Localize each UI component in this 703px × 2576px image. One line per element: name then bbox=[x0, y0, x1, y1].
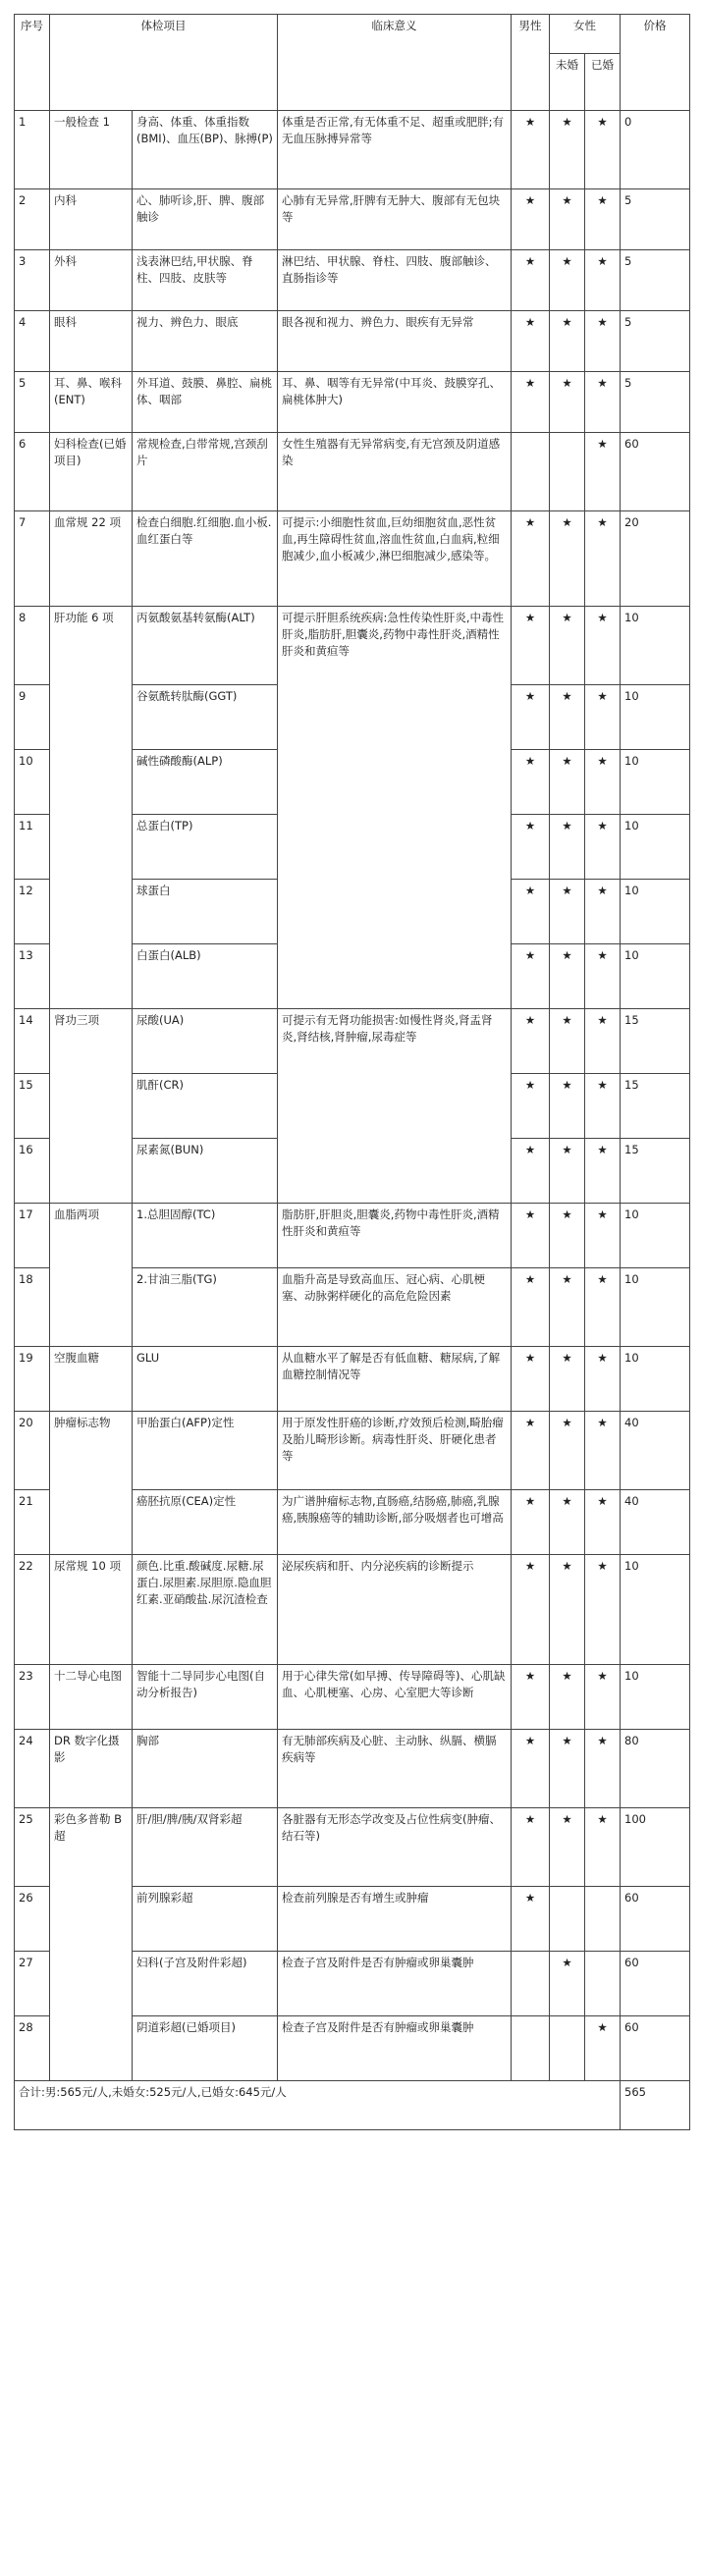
star-male: ★ bbox=[512, 1347, 550, 1412]
row-price: 10 bbox=[621, 1268, 690, 1347]
table-row bbox=[15, 1730, 690, 1808]
row-price: 10 bbox=[621, 607, 690, 685]
star-male: ★ bbox=[512, 1139, 550, 1204]
star-unmarried: ★ bbox=[550, 1730, 585, 1808]
row-item: 谷氨酰转肽酶(GGT) bbox=[133, 685, 278, 750]
star-married: ★ bbox=[585, 607, 621, 685]
table-row bbox=[15, 1665, 690, 1730]
star-male: ★ bbox=[512, 1887, 550, 1952]
star-married bbox=[585, 1887, 621, 1952]
header-price: 价格 bbox=[621, 15, 690, 111]
row-number: 22 bbox=[15, 1555, 50, 1665]
table-row bbox=[15, 189, 690, 250]
row-price: 0 bbox=[621, 111, 690, 189]
star-male: ★ bbox=[512, 511, 550, 607]
header-married: 已婚 bbox=[585, 54, 621, 111]
star-male: ★ bbox=[512, 607, 550, 685]
row-number: 13 bbox=[15, 944, 50, 1009]
star-unmarried bbox=[550, 433, 585, 511]
row-category: 一般检查 1 bbox=[50, 111, 133, 189]
checkup-rows bbox=[15, 111, 690, 2081]
star-male bbox=[512, 2016, 550, 2081]
row-item: 尿酸(UA) bbox=[133, 1009, 278, 1074]
star-male bbox=[512, 433, 550, 511]
row-price: 80 bbox=[621, 1730, 690, 1808]
star-male: ★ bbox=[512, 1204, 550, 1268]
row-meaning: 血脂升高是导致高血压、冠心病、心肌梗塞、动脉粥样硬化的高危危险因素 bbox=[278, 1268, 512, 1347]
star-unmarried: ★ bbox=[550, 189, 585, 250]
star-unmarried: ★ bbox=[550, 250, 585, 311]
row-item: 2.甘油三脂(TG) bbox=[133, 1268, 278, 1347]
table-row bbox=[15, 372, 690, 433]
star-male: ★ bbox=[512, 1555, 550, 1665]
star-unmarried: ★ bbox=[550, 607, 585, 685]
row-price: 10 bbox=[621, 944, 690, 1009]
row-price: 60 bbox=[621, 1887, 690, 1952]
row-meaning: 可提示:小细胞性贫血,巨幼细胞贫血,恶性贫血,再生障碍性贫血,溶血性贫血,白血病,粒细胞减少,血小板减少,淋巴细胞减少,感染等。 bbox=[278, 511, 512, 607]
star-married: ★ bbox=[585, 189, 621, 250]
row-price: 15 bbox=[621, 1074, 690, 1139]
star-unmarried: ★ bbox=[550, 511, 585, 607]
row-number: 16 bbox=[15, 1139, 50, 1204]
star-married: ★ bbox=[585, 250, 621, 311]
star-unmarried: ★ bbox=[550, 1009, 585, 1074]
row-price: 60 bbox=[621, 433, 690, 511]
row-price: 60 bbox=[621, 2016, 690, 2081]
table-row bbox=[15, 1412, 690, 1490]
row-price: 60 bbox=[621, 1952, 690, 2016]
row-number: 11 bbox=[15, 815, 50, 880]
row-category: 血常规 22 项 bbox=[50, 511, 133, 607]
row-meaning: 为广谱肿瘤标志物,直肠癌,结肠癌,肺癌,乳腺癌,胰腺癌等的辅助诊断,部分吸烟者也可增高 bbox=[278, 1490, 512, 1555]
star-married: ★ bbox=[585, 1347, 621, 1412]
row-price: 5 bbox=[621, 311, 690, 372]
row-item: 妇科(子宫及附件彩超) bbox=[133, 1952, 278, 2016]
header-male: 男性 bbox=[512, 15, 550, 111]
row-number: 10 bbox=[15, 750, 50, 815]
row-price: 15 bbox=[621, 1139, 690, 1204]
row-price: 5 bbox=[621, 189, 690, 250]
star-male: ★ bbox=[512, 815, 550, 880]
row-meaning: 体重是否正常,有无体重不足、超重或肥胖;有无血压脉搏异常等 bbox=[278, 111, 512, 189]
row-item: 癌胚抗原(CEA)定性 bbox=[133, 1490, 278, 1555]
total-text: 合计:男:565元/人,未婚女:525元/人,已婚女:645元/人 bbox=[15, 2081, 621, 2130]
row-meaning: 可提示肝胆系统疾病:急性传染性肝炎,中毒性肝炎,脂肪肝,胆囊炎,药物中毒性肝炎,酒精性肝炎和黄疸等 bbox=[278, 607, 512, 1009]
row-price: 10 bbox=[621, 685, 690, 750]
row-category: 空腹血糖 bbox=[50, 1347, 133, 1412]
header-item: 体检项目 bbox=[50, 15, 278, 111]
row-item: 智能十二导同步心电图(自动分析报告) bbox=[133, 1665, 278, 1730]
row-meaning: 有无肺部疾病及心脏、主动脉、纵膈、横膈疾病等 bbox=[278, 1730, 512, 1808]
row-number: 7 bbox=[15, 511, 50, 607]
table-row bbox=[15, 311, 690, 372]
row-category: 肿瘤标志物 bbox=[50, 1412, 133, 1555]
row-meaning: 脂肪肝,肝胆炎,胆囊炎,药物中毒性肝炎,酒精性肝炎和黄疸等 bbox=[278, 1204, 512, 1268]
star-married: ★ bbox=[585, 1555, 621, 1665]
star-male: ★ bbox=[512, 250, 550, 311]
row-item: 视力、辨色力、眼底 bbox=[133, 311, 278, 372]
star-male: ★ bbox=[512, 1268, 550, 1347]
star-married: ★ bbox=[585, 1665, 621, 1730]
star-unmarried: ★ bbox=[550, 111, 585, 189]
star-male: ★ bbox=[512, 685, 550, 750]
row-number: 27 bbox=[15, 1952, 50, 2016]
row-number: 26 bbox=[15, 1887, 50, 1952]
star-male: ★ bbox=[512, 1730, 550, 1808]
row-item: 胸部 bbox=[133, 1730, 278, 1808]
star-unmarried: ★ bbox=[550, 372, 585, 433]
row-item: 身高、体重、体重指数(BMI)、血压(BP)、脉搏(P) bbox=[133, 111, 278, 189]
row-price: 40 bbox=[621, 1412, 690, 1490]
row-price: 10 bbox=[621, 1204, 690, 1268]
row-category: 尿常规 10 项 bbox=[50, 1555, 133, 1665]
row-item: 检查白细胞.红细胞.血小板.血红蛋白等 bbox=[133, 511, 278, 607]
row-price: 10 bbox=[621, 1347, 690, 1412]
row-meaning: 眼各视和视力、辨色力、眼疾有无异常 bbox=[278, 311, 512, 372]
row-item: 常规检查,白带常规,宫颈刮片 bbox=[133, 433, 278, 511]
star-male: ★ bbox=[512, 311, 550, 372]
star-unmarried: ★ bbox=[550, 1347, 585, 1412]
row-price: 10 bbox=[621, 750, 690, 815]
star-male: ★ bbox=[512, 1665, 550, 1730]
row-number: 3 bbox=[15, 250, 50, 311]
table-row bbox=[15, 1009, 690, 1074]
row-number: 8 bbox=[15, 607, 50, 685]
row-item: 尿素氮(BUN) bbox=[133, 1139, 278, 1204]
row-meaning: 泌尿疾病和肝、内分泌疾病的诊断提示 bbox=[278, 1555, 512, 1665]
star-married: ★ bbox=[585, 111, 621, 189]
star-male: ★ bbox=[512, 189, 550, 250]
star-unmarried: ★ bbox=[550, 1555, 585, 1665]
row-meaning: 用于心律失常(如早搏、传导障碍等)、心肌缺血、心肌梗塞、心房、心室肥大等诊断 bbox=[278, 1665, 512, 1730]
row-meaning: 心肺有无异常,肝脾有无肿大、腹部有无包块等 bbox=[278, 189, 512, 250]
total-price: 565 bbox=[621, 2081, 690, 2130]
star-married: ★ bbox=[585, 685, 621, 750]
star-unmarried: ★ bbox=[550, 1074, 585, 1139]
row-number: 15 bbox=[15, 1074, 50, 1139]
row-price: 5 bbox=[621, 250, 690, 311]
row-price: 10 bbox=[621, 880, 690, 944]
row-number: 19 bbox=[15, 1347, 50, 1412]
star-unmarried: ★ bbox=[550, 1139, 585, 1204]
checkup-table bbox=[14, 14, 690, 2130]
row-category: 十二导心电图 bbox=[50, 1665, 133, 1730]
row-price: 40 bbox=[621, 1490, 690, 1555]
row-item: 碱性磷酸酶(ALP) bbox=[133, 750, 278, 815]
star-married: ★ bbox=[585, 1268, 621, 1347]
row-meaning: 淋巴结、甲状腺、脊柱、四肢、腹部触诊、直肠指诊等 bbox=[278, 250, 512, 311]
row-number: 18 bbox=[15, 1268, 50, 1347]
table-row bbox=[15, 1204, 690, 1268]
table-row bbox=[15, 607, 690, 685]
star-married: ★ bbox=[585, 1808, 621, 1887]
row-meaning: 各脏器有无形态学改变及占位性病变(肿瘤、结石等) bbox=[278, 1808, 512, 1887]
star-unmarried: ★ bbox=[550, 1490, 585, 1555]
row-item: 外耳道、鼓膜、鼻腔、扁桃体、咽部 bbox=[133, 372, 278, 433]
star-unmarried: ★ bbox=[550, 1204, 585, 1268]
row-category: 彩色多普勒 B 超 bbox=[50, 1808, 133, 2081]
star-married: ★ bbox=[585, 1412, 621, 1490]
star-male bbox=[512, 1952, 550, 2016]
row-category: 眼科 bbox=[50, 311, 133, 372]
star-unmarried: ★ bbox=[550, 1412, 585, 1490]
row-item: 浅表淋巴结,甲状腺、脊柱、四肢、皮肤等 bbox=[133, 250, 278, 311]
star-male: ★ bbox=[512, 111, 550, 189]
star-married: ★ bbox=[585, 944, 621, 1009]
row-number: 21 bbox=[15, 1490, 50, 1555]
row-category: DR 数字化摄影 bbox=[50, 1730, 133, 1808]
row-meaning: 女性生殖器有无异常病变,有无宫颈及阴道感染 bbox=[278, 433, 512, 511]
row-number: 1 bbox=[15, 111, 50, 189]
star-married: ★ bbox=[585, 880, 621, 944]
row-number: 17 bbox=[15, 1204, 50, 1268]
row-category: 外科 bbox=[50, 250, 133, 311]
row-meaning: 检查子宫及附件是否有肿瘤或卵巢囊肿 bbox=[278, 2016, 512, 2081]
table-row bbox=[15, 511, 690, 607]
row-item: 白蛋白(ALB) bbox=[133, 944, 278, 1009]
star-male: ★ bbox=[512, 880, 550, 944]
row-price: 10 bbox=[621, 1555, 690, 1665]
star-male: ★ bbox=[512, 750, 550, 815]
row-item: 心、肺听诊,肝、脾、腹部触诊 bbox=[133, 189, 278, 250]
row-number: 25 bbox=[15, 1808, 50, 1887]
row-price: 5 bbox=[621, 372, 690, 433]
star-married: ★ bbox=[585, 1730, 621, 1808]
star-married: ★ bbox=[585, 750, 621, 815]
star-unmarried bbox=[550, 2016, 585, 2081]
star-married: ★ bbox=[585, 1074, 621, 1139]
row-category: 肝功能 6 项 bbox=[50, 607, 133, 1009]
row-category: 血脂两项 bbox=[50, 1204, 133, 1347]
star-unmarried: ★ bbox=[550, 685, 585, 750]
header-female: 女性 bbox=[550, 15, 621, 54]
star-male: ★ bbox=[512, 1074, 550, 1139]
row-number: 23 bbox=[15, 1665, 50, 1730]
row-meaning: 检查前列腺是否有增生或肿瘤 bbox=[278, 1887, 512, 1952]
star-male: ★ bbox=[512, 944, 550, 1009]
row-price: 20 bbox=[621, 511, 690, 607]
header-meaning: 临床意义 bbox=[278, 15, 512, 111]
star-unmarried: ★ bbox=[550, 944, 585, 1009]
row-number: 6 bbox=[15, 433, 50, 511]
star-married: ★ bbox=[585, 511, 621, 607]
row-meaning: 从血糖水平了解是否有低血糖、糖尿病,了解血糖控制情况等 bbox=[278, 1347, 512, 1412]
table-row bbox=[15, 1808, 690, 1887]
row-item: 总蛋白(TP) bbox=[133, 815, 278, 880]
row-meaning: 检查子宫及附件是否有肿瘤或卵巢囊肿 bbox=[278, 1952, 512, 2016]
header-no: 序号 bbox=[15, 15, 50, 111]
star-unmarried: ★ bbox=[550, 880, 585, 944]
table-row bbox=[15, 250, 690, 311]
star-unmarried: ★ bbox=[550, 815, 585, 880]
star-unmarried: ★ bbox=[550, 1268, 585, 1347]
row-item: 球蛋白 bbox=[133, 880, 278, 944]
star-married: ★ bbox=[585, 1204, 621, 1268]
star-male: ★ bbox=[512, 1412, 550, 1490]
table-row bbox=[15, 1555, 690, 1665]
row-number: 5 bbox=[15, 372, 50, 433]
table-row bbox=[15, 1347, 690, 1412]
row-category: 耳、鼻、喉科(ENT) bbox=[50, 372, 133, 433]
row-number: 20 bbox=[15, 1412, 50, 1490]
row-item: 阴道彩超(已婚项目) bbox=[133, 2016, 278, 2081]
star-male: ★ bbox=[512, 1808, 550, 1887]
star-married: ★ bbox=[585, 1009, 621, 1074]
row-number: 28 bbox=[15, 2016, 50, 2081]
star-married: ★ bbox=[585, 433, 621, 511]
star-unmarried: ★ bbox=[550, 750, 585, 815]
star-male: ★ bbox=[512, 1009, 550, 1074]
star-married: ★ bbox=[585, 2016, 621, 2081]
row-category: 内科 bbox=[50, 189, 133, 250]
star-unmarried: ★ bbox=[550, 1952, 585, 2016]
row-item: 肌酐(CR) bbox=[133, 1074, 278, 1139]
star-married: ★ bbox=[585, 372, 621, 433]
star-unmarried bbox=[550, 1887, 585, 1952]
table-row bbox=[15, 111, 690, 189]
star-unmarried: ★ bbox=[550, 1665, 585, 1730]
header-unmarried: 未婚 bbox=[550, 54, 585, 111]
row-number: 4 bbox=[15, 311, 50, 372]
star-married: ★ bbox=[585, 1490, 621, 1555]
star-married: ★ bbox=[585, 815, 621, 880]
row-number: 9 bbox=[15, 685, 50, 750]
row-item: 1.总胆固醇(TC) bbox=[133, 1204, 278, 1268]
star-married: ★ bbox=[585, 311, 621, 372]
row-price: 15 bbox=[621, 1009, 690, 1074]
star-male: ★ bbox=[512, 1490, 550, 1555]
row-number: 12 bbox=[15, 880, 50, 944]
table-row bbox=[15, 433, 690, 511]
row-price: 10 bbox=[621, 815, 690, 880]
row-meaning: 可提示有无肾功能损害:如慢性肾炎,肾盂肾炎,肾结核,肾肿瘤,尿毒症等 bbox=[278, 1009, 512, 1204]
row-item: 肝/胆/脾/胰/双肾彩超 bbox=[133, 1808, 278, 1887]
row-number: 24 bbox=[15, 1730, 50, 1808]
row-item: GLU bbox=[133, 1347, 278, 1412]
row-price: 100 bbox=[621, 1808, 690, 1887]
row-category: 妇科检查(已婚项目) bbox=[50, 433, 133, 511]
row-number: 2 bbox=[15, 189, 50, 250]
star-married: ★ bbox=[585, 1139, 621, 1204]
star-unmarried: ★ bbox=[550, 1808, 585, 1887]
star-male: ★ bbox=[512, 372, 550, 433]
row-price: 10 bbox=[621, 1665, 690, 1730]
row-item: 丙氨酸氨基转氨酶(ALT) bbox=[133, 607, 278, 685]
row-meaning: 用于原发性肝癌的诊断,疗效预后检测,畸胎瘤及胎儿畸形诊断。病毒性肝炎、肝硬化患者等 bbox=[278, 1412, 512, 1490]
row-category: 肾功三项 bbox=[50, 1009, 133, 1204]
row-item: 甲胎蛋白(AFP)定性 bbox=[133, 1412, 278, 1490]
row-number: 14 bbox=[15, 1009, 50, 1074]
star-married bbox=[585, 1952, 621, 2016]
row-item: 前列腺彩超 bbox=[133, 1887, 278, 1952]
star-unmarried: ★ bbox=[550, 311, 585, 372]
row-item: 颜色.比重.酸碱度.尿糖.尿蛋白.尿胆素.尿胆原.隐血胆红素.亚硝酸盐.尿沉渣检查 bbox=[133, 1555, 278, 1665]
row-meaning: 耳、鼻、咽等有无异常(中耳炎、鼓膜穿孔、扁桃体肿大) bbox=[278, 372, 512, 433]
